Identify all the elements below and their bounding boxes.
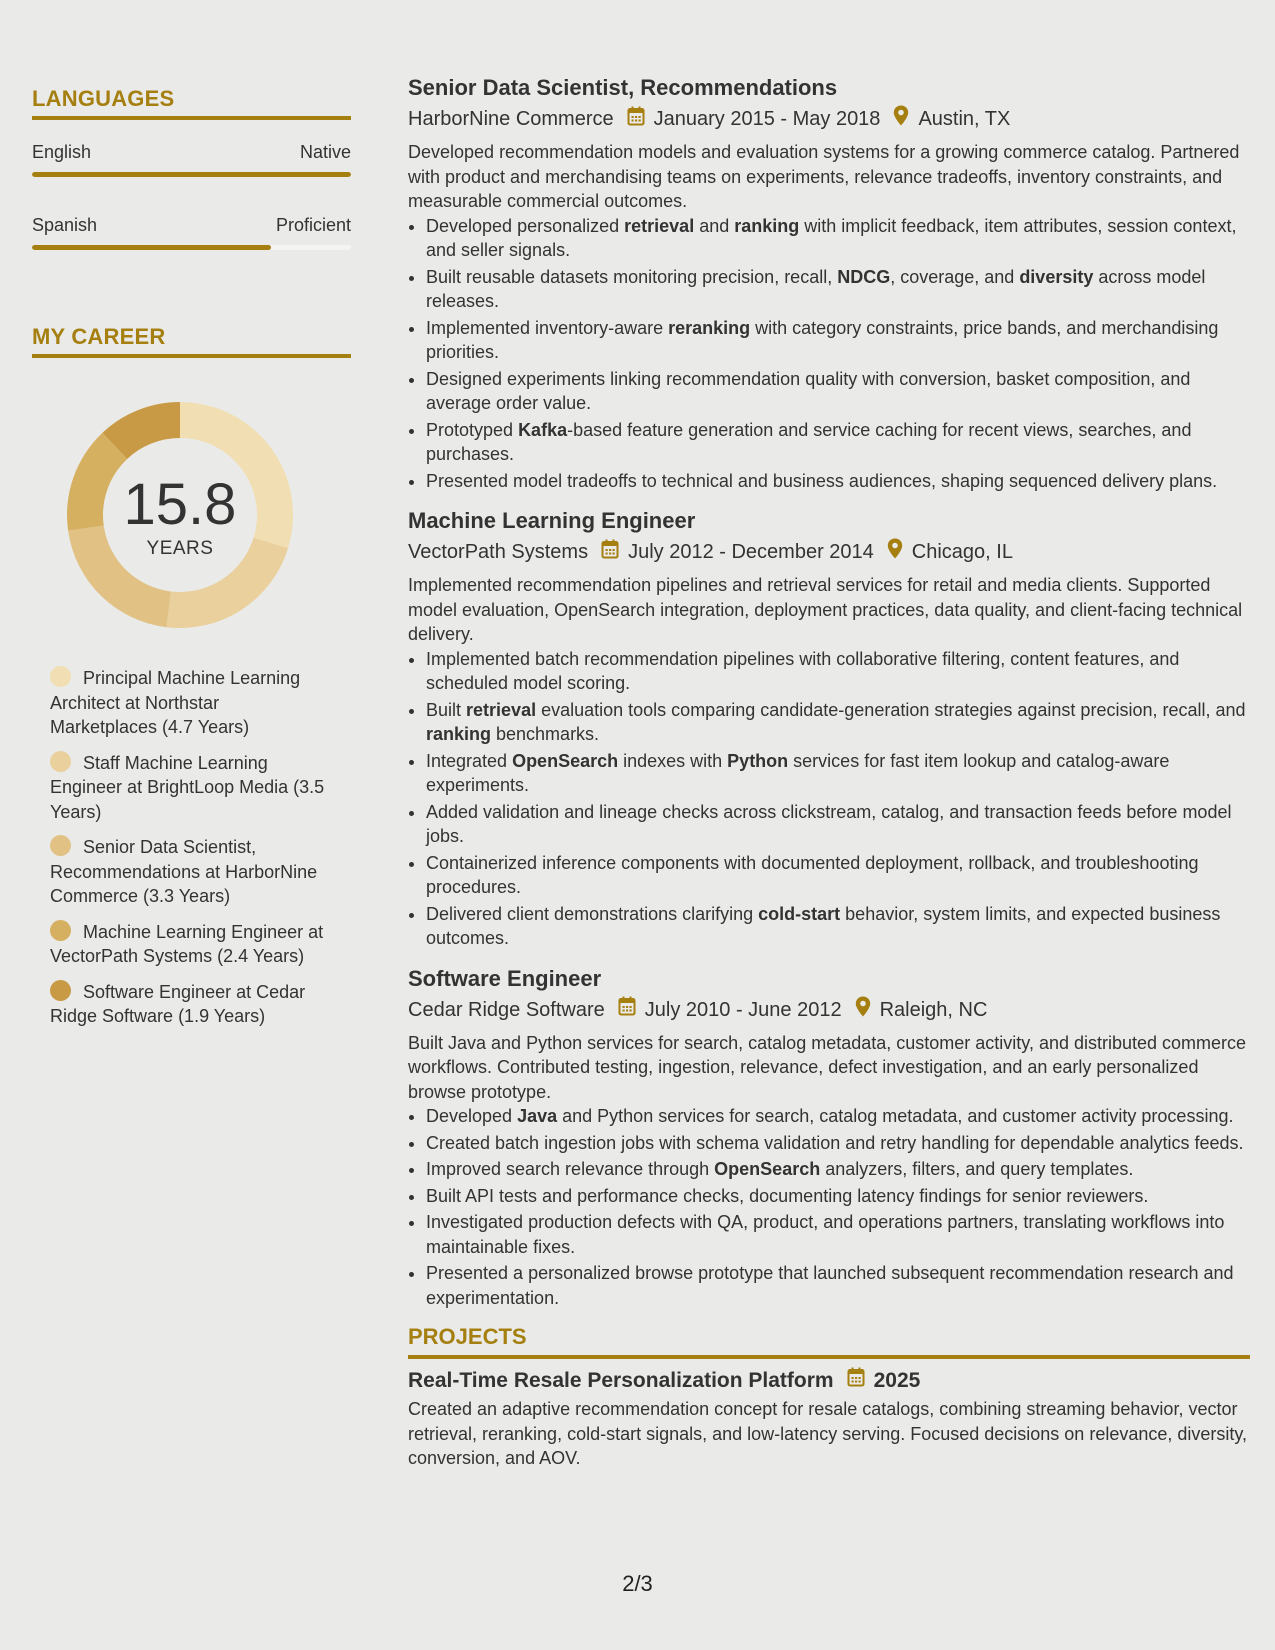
bullet-text: behavior, system limits, and expected business outcomes. [426, 903, 1221, 948]
job-bullet [426, 902, 1250, 951]
calendar-icon [847, 1367, 865, 1394]
language-level-fill [32, 172, 351, 177]
job-bullet [426, 418, 1250, 467]
job-dates: July 2010 - June 2012 [644, 998, 842, 1021]
job-title: Software Engineer [408, 965, 602, 991]
career-legend-item [50, 666, 325, 740]
bullet-text: Improved search relevance through [426, 1159, 715, 1179]
calendar-icon [618, 996, 636, 1023]
location-pin-icon [893, 105, 909, 133]
bullet-text: evaluation tools comparing candidate-generation strategies against precision, recall, and [536, 699, 1246, 720]
bullet-text: Designed experiments linking recommendation quality with conversion, basket composition, and average order value. [426, 368, 1191, 413]
language-name: Spanish [32, 215, 98, 235]
career-legend-item [50, 835, 325, 909]
job-dates: July 2012 - December 2014 [628, 541, 874, 563]
language-level-bar [32, 172, 351, 177]
page-number: 2/3 [622, 1571, 653, 1596]
job-location: Austin, TX [918, 108, 1011, 130]
career-legend-item [50, 920, 325, 969]
job-company: VectorPath Systems [408, 541, 589, 563]
bullet-text: , coverage, and [890, 266, 1020, 287]
legend-swatch [50, 751, 71, 772]
calendar-icon [601, 539, 619, 566]
bullet-text: analyzers, filters, and query templates. [820, 1159, 1134, 1179]
language-name: English [32, 142, 92, 162]
main-content [408, 74, 1250, 1471]
job-bullet [426, 1131, 1250, 1156]
job-bullet [426, 214, 1250, 263]
job-bullet [426, 851, 1250, 900]
job-bullet [426, 316, 1250, 365]
job-description: Built Java and Python services for search, catalog metadata, customer activity, and distributed commerce workflows. Contributed testing, ingestion, relevance, defect investigation, and an early personalized browse prototype. [408, 1032, 1247, 1102]
legend-label: Principal Machine Learning Architect at Northstar Marketplaces (4.7 Years) [50, 668, 301, 737]
bullet-text: indexes with [618, 750, 728, 771]
career-heading: MY CAREER [32, 324, 351, 358]
bullet-text: Delivered client demonstrations clarifying [426, 903, 759, 924]
project-item [408, 1367, 1250, 1471]
job-bullet [426, 749, 1250, 798]
career-legend-item [50, 751, 325, 825]
job-bullets [408, 1104, 1250, 1310]
bullet-text: -based feature generation and service caching for recent views, searches, and purchases. [426, 419, 1192, 464]
job-location: Chicago, IL [911, 541, 1013, 563]
bullet-keyword: diversity [1019, 266, 1094, 287]
career-total-unit: YEARS [146, 538, 214, 559]
job-entry [408, 965, 1250, 1311]
job-meta [408, 105, 1250, 133]
job-bullet [426, 698, 1250, 747]
job-entry [408, 507, 1250, 951]
legend-label: Staff Machine Learning Engineer at BrightLoop Media (3.5 Years) [50, 752, 325, 822]
bullet-text: Containerized inference components with documented deployment, rollback, and troubleshooting procedures. [426, 852, 1199, 897]
language-level-bar [32, 245, 351, 250]
job-bullet [426, 265, 1250, 314]
bullet-keyword: OpenSearch [512, 750, 619, 771]
language-level: Native [299, 142, 351, 162]
bullet-keyword: ranking [426, 724, 492, 744]
legend-label: Senior Data Scientist, Recommendations at HarborNine Commerce (3.3 Years) [50, 837, 318, 906]
calendar-icon [627, 106, 645, 133]
job-entry [408, 74, 1250, 493]
job-bullet [426, 367, 1250, 416]
job-company: Cedar Ridge Software [408, 998, 605, 1021]
experience-list [408, 74, 1250, 1310]
job-bullet [426, 1210, 1250, 1259]
bullet-text: Implemented batch recommendation pipelines with collaborative filtering, content features, and scheduled model scoring. [426, 648, 1180, 693]
job-description: Implemented recommendation pipelines and retrieval services for retail and media clients. Supported model evaluation, OpenSearch integration, deployment practices, data quality, and client-facing technical delivery. [408, 575, 1243, 644]
job-bullet [426, 1261, 1250, 1310]
job-bullet [426, 647, 1250, 696]
job-title: Senior Data Scientist, Recommendations [408, 75, 838, 100]
bullet-text: across model releases. [426, 266, 1206, 311]
languages-heading: LANGUAGES [32, 86, 351, 120]
bullet-text: and [694, 215, 735, 236]
job-dates: January 2015 - May 2018 [653, 108, 881, 130]
bullet-keyword: OpenSearch [714, 1159, 821, 1179]
bullet-text: Presented model tradeoffs to technical and business audiences, shaping sequenced delivery plans. [426, 470, 1218, 491]
sidebar [32, 86, 351, 1040]
bullet-keyword: Python [727, 750, 789, 771]
bullet-text: with category constraints, price bands, and merchandising priorities. [426, 317, 1219, 362]
bullet-text: with implicit feedback, item attributes, session context, and seller signals. [426, 215, 1237, 260]
bullet-text: Developed [426, 1106, 518, 1126]
project-title: Real-Time Resale Personalization Platform [408, 1368, 834, 1392]
bullet-text: Built API tests and performance checks, documenting latency findings for senior reviewers. [426, 1185, 1149, 1206]
bullet-text: Added validation and lineage checks across clickstream, catalog, and transaction feeds before model jobs. [426, 801, 1232, 846]
bullet-keyword: ranking [734, 215, 800, 236]
bullet-text: and Python services for search, catalog metadata, and customer activity processing. [557, 1106, 1234, 1126]
location-pin-icon [855, 996, 871, 1024]
bullet-text: Investigated production defects with QA, product, and operations partners, translating workflows into maintainable fixes. [426, 1212, 1225, 1257]
bullet-text: Built [426, 699, 467, 720]
bullet-keyword: retrieval [624, 215, 695, 236]
legend-label: Machine Learning Engineer at VectorPath Systems (2.4 Years) [50, 921, 324, 966]
location-pin-icon [887, 538, 903, 566]
bullet-text: services for fast item lookup and catalog-aware experiments. [426, 750, 1170, 795]
job-bullet [426, 800, 1250, 849]
legend-swatch [50, 666, 71, 687]
job-title: Machine Learning Engineer [408, 508, 696, 533]
job-bullets [408, 214, 1250, 494]
job-bullet [426, 1184, 1250, 1209]
job-meta [408, 996, 1250, 1024]
legend-swatch [50, 980, 71, 1001]
job-bullet [426, 1157, 1250, 1182]
bullet-text: Developed personalized [426, 215, 625, 236]
project-year: 2025 [873, 1368, 921, 1392]
bullet-text: benchmarks. [491, 724, 600, 744]
language-level: Proficient [275, 215, 351, 235]
career-legend [50, 666, 325, 1029]
language-spanish [32, 215, 351, 250]
job-bullet [426, 1104, 1250, 1129]
language-level-fill [32, 245, 271, 250]
bullet-text: Integrated [426, 750, 513, 771]
projects-heading: PROJECTS [408, 1324, 1250, 1359]
job-company: HarborNine Commerce [408, 108, 614, 130]
legend-swatch [50, 920, 71, 941]
job-location: Raleigh, NC [879, 998, 988, 1021]
career-legend-item [50, 980, 325, 1029]
bullet-keyword: Java [517, 1106, 558, 1126]
career-total-years: 15.8 [123, 472, 237, 537]
bullet-text: Presented a personalized browse prototype that launched subsequent recommendation research and experimentation. [426, 1263, 1234, 1308]
job-description: Developed recommendation models and evaluation systems for a growing commerce catalog. Partnered with product and merchandising teams on experiments, relevance tradeoffs, inventory constraints, and measurable commercial outcomes. [408, 142, 1240, 211]
job-bullet [426, 469, 1250, 494]
bullet-keyword: reranking [668, 317, 751, 338]
project-description: Created an adaptive recommendation concept for resale catalogs, combining streaming behavior, vector retrieval, reranking, cold-start signals, and low-latency serving. Focused decisions on relevance, diversity, conversion, and AOV. [408, 1399, 1248, 1468]
bullet-keyword: cold-start [758, 903, 841, 924]
job-meta [408, 538, 1250, 566]
bullet-text: Built reusable datasets monitoring precision, recall, [426, 266, 838, 287]
career-donut-chart [65, 400, 295, 630]
bullet-text: Implemented inventory-aware [426, 317, 669, 338]
legend-label: Software Engineer at Cedar Ridge Software (1.9 Years) [50, 981, 306, 1026]
bullet-keyword: NDCG [837, 266, 891, 287]
legend-swatch [50, 835, 71, 856]
job-bullets [408, 647, 1250, 951]
bullet-text: Prototyped [426, 419, 519, 440]
bullet-keyword: retrieval [466, 699, 537, 720]
bullet-keyword: Kafka [518, 419, 568, 440]
language-english [32, 142, 351, 177]
bullet-text: Created batch ingestion jobs with schema validation and retry handling for dependable analytics feeds. [426, 1132, 1244, 1153]
